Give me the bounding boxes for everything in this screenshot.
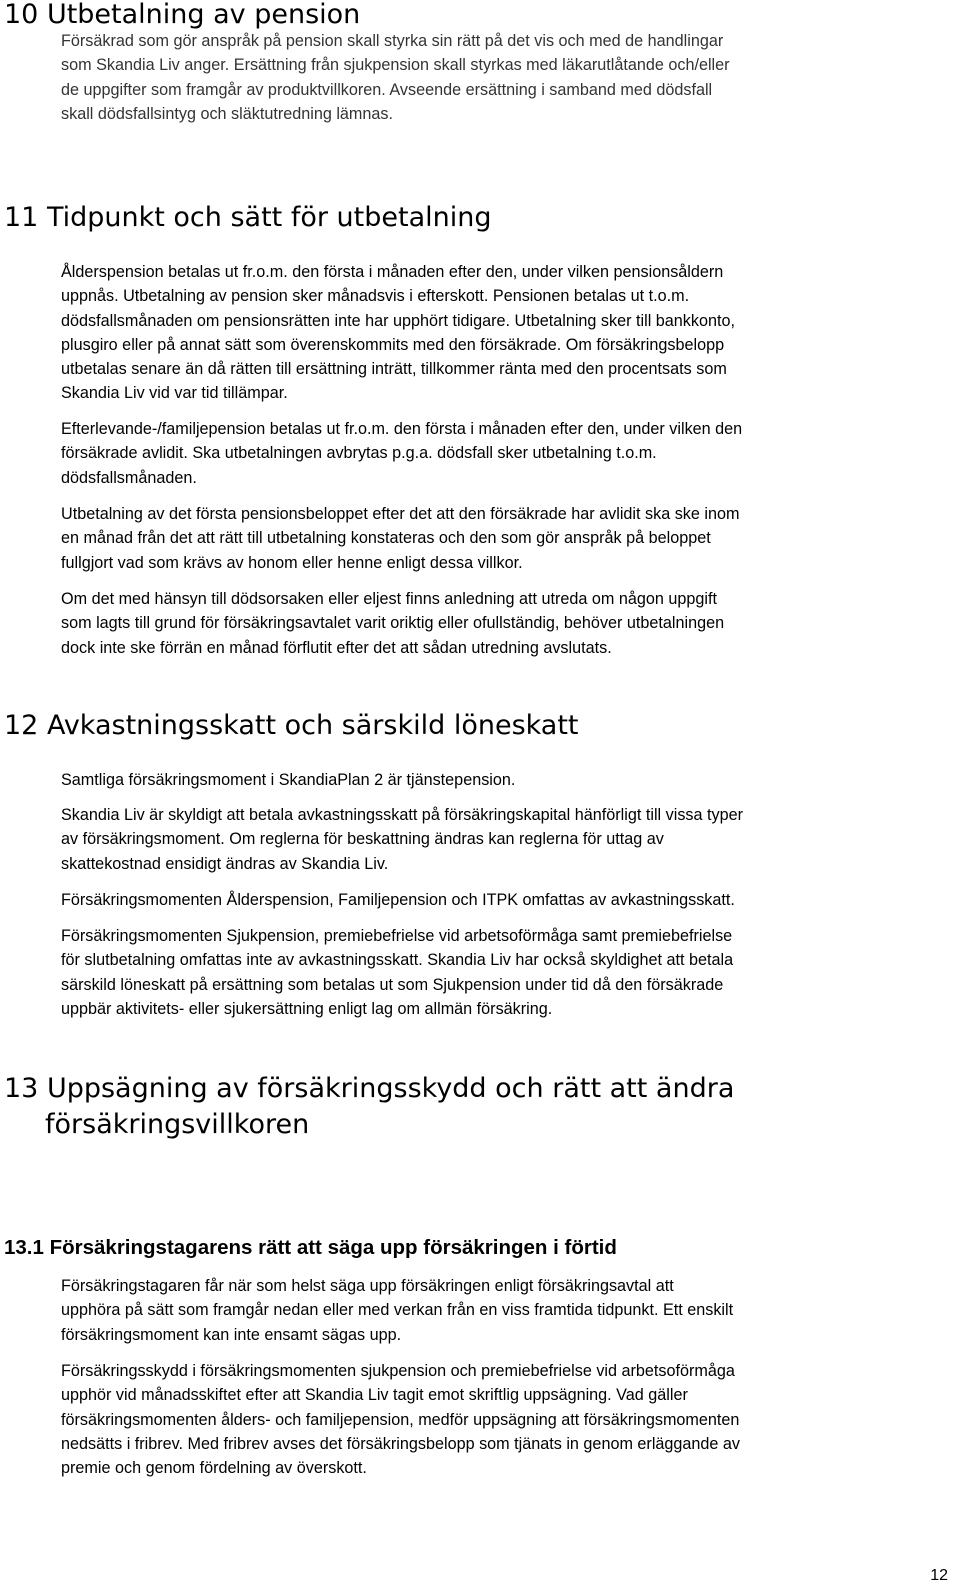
paragraph-line: som lagts till grund för försäkringsavtalet varit oriktig eller ofullständig, behöver utbetalningen — [61, 614, 725, 633]
paragraph-line: Skandia Liv är skyldigt att betala avkastningsskatt på försäkringskapital hänförligt till vissa typer — [61, 806, 744, 824]
paragraph-line: utbetalas senare än då rätten till ersättning inträtt, tillkommer ränta med den procentsats som — [61, 360, 727, 379]
paragraph-line: upphöra på sätt som framgår nedan eller med verkan från en viss framtida tidpunkt. Ett enskilt — [61, 1301, 734, 1320]
section-13-1-paragraph-1 — [61, 1274, 949, 1347]
paragraph-line: skall dödsfallsintyg och släktutredning lämnas. — [61, 104, 394, 123]
paragraph-line: särskild löneskatt på ersättning som betalas ut som Sjukpension under tid då den försäkrade — [61, 975, 724, 994]
paragraph-line: Försäkringstagaren får när som helst säga upp försäkringen enligt försäkringsavtal att — [61, 1277, 674, 1295]
paragraph-line: nedsätts i fribrev. Med fribrev avses det försäkringsbelopp som tjänats in genom erläggande av — [61, 1434, 741, 1453]
paragraph-line: plusgiro eller på annat sätt som överenskommits med den försäkrade. Om försäkringsbelopp — [61, 335, 725, 354]
section-13-1-paragraph-2 — [61, 1359, 949, 1480]
section-12-heading: 12 Avkastningsskatt och särskild löneskatt — [4, 710, 579, 741]
paragraph-line: Om det med hänsyn till dödsorsaken eller eljest finns anledning att utreda om någon uppgift — [61, 590, 717, 608]
paragraph-line: försäkringsmomenten ålders- och familjepension, medför uppsägning att försäkringsmomenten — [61, 1410, 740, 1429]
paragraph-line: för slutbetalning omfattas inte av avkastningsskatt. Skandia Liv har också skyldighet att betala — [61, 951, 734, 970]
section-12-paragraph-3 — [61, 888, 949, 912]
section-13-heading-line-2: försäkringsvillkoren — [45, 1109, 310, 1140]
paragraph-line: Samtliga försäkringsmoment i SkandiaPlan 2 är tjänstepension. — [61, 771, 516, 789]
paragraph-line: försäkrade avlidit. Ska utbetalningen avbrytas p.g.a. dödsfall sker utbetalning t.o.m. — [61, 444, 657, 463]
section-13-1-heading: 13.1 Försäkringstagarens rätt att säga upp försäkringen i förtid — [4, 1236, 617, 1259]
paragraph-line: dödsfallsmånaden om pensionsrätten inte har upphört tidigare. Utbetalning sker till bankkonto, — [61, 311, 735, 330]
paragraph-line: dödsfallsmånaden. — [61, 468, 197, 487]
paragraph-line: Försäkringsmomenten Ålderspension, Familjepension och ITPK omfattas av avkastningsskatt. — [61, 891, 735, 909]
section-10-paragraph-1 — [61, 29, 949, 126]
paragraph-line: försäkringsmoment kan inte ensamt sägas upp. — [61, 1325, 402, 1344]
section-12-paragraph-1 — [61, 768, 949, 792]
paragraph-line: Försäkringsmomenten Sjukpension, premiebefrielse vid arbetsoförmåga samt premiebefrielse — [61, 927, 733, 945]
paragraph-line: som Skandia Liv anger. Ersättning från sjukpension skall styrkas med läkarutlåtande och/eller — [61, 56, 730, 75]
paragraph-line: uppnås. Utbetalning av pension sker månadsvis i efterskott. Pensionen betalas ut t.o.m. — [61, 287, 690, 306]
paragraph-line: av försäkringsmoment. Om reglerna för beskattning ändras kan reglerna för uttag av — [61, 830, 664, 849]
paragraph-line: uppbär aktivitets- eller sjukersättning enligt lag om allmän försäkring. — [61, 999, 553, 1018]
section-13-heading-line-1: 13 Uppsägning av försäkringsskydd och rätt att ändra — [4, 1073, 735, 1104]
section-12-paragraph-2 — [61, 803, 949, 876]
paragraph-line: fullgjort vad som krävs av honom eller henne enligt dessa villkor. — [61, 553, 523, 572]
paragraph-line: upphör vid månadsskiftet efter att Skandia Liv tagit emot skriftlig uppsägning. Vad gäller — [61, 1386, 688, 1405]
paragraph-line: Skandia Liv vid var tid tillämpar. — [61, 384, 288, 403]
paragraph-line: en månad från det att rätt till utbetalning konstateras och den som gör anspråk på beloppet — [61, 529, 711, 548]
section-10-heading: 10 Utbetalning av pension — [4, 0, 361, 30]
paragraph-line: premie och genom fördelning av överskott. — [61, 1459, 367, 1478]
paragraph-line: Efterlevande-/familjepension betalas ut fr.o.m. den första i månaden efter den, under vilken den — [61, 420, 743, 438]
paragraph-line: de uppgifter som framgår av produktvillkoren. Avseende ersättning i samband med dödsfall — [61, 80, 713, 99]
paragraph-line: skattekostnad ensidigt ändras av Skandia Liv. — [61, 854, 389, 873]
section-11-paragraph-4 — [61, 587, 949, 660]
section-11-heading: 11 Tidpunkt och sätt för utbetalning — [4, 202, 492, 233]
paragraph-line: Utbetalning av det första pensionsbeloppet efter det att den försäkrade har avlidit ska ske inom — [61, 505, 740, 523]
paragraph-line: Försäkrad som gör anspråk på pension skall styrka sin rätt på det vis och med de handlingar — [61, 32, 724, 50]
section-12-paragraph-4 — [61, 924, 949, 1021]
paragraph-line: dock inte ske förrän en månad förflutit efter det att sådan utredning avslutats. — [61, 638, 612, 657]
page-number: 12 — [930, 1567, 948, 1584]
section-11-paragraph-2 — [61, 417, 949, 490]
paragraph-line: Ålderspension betalas ut fr.o.m. den första i månaden efter den, under vilken pensionsåldern — [61, 263, 724, 281]
section-11-paragraph-1 — [61, 260, 949, 406]
section-11-paragraph-3 — [61, 502, 949, 575]
paragraph-line: Försäkringsskydd i försäkringsmomenten sjukpension och premiebefrielse vid arbetsoförmåga — [61, 1362, 735, 1380]
